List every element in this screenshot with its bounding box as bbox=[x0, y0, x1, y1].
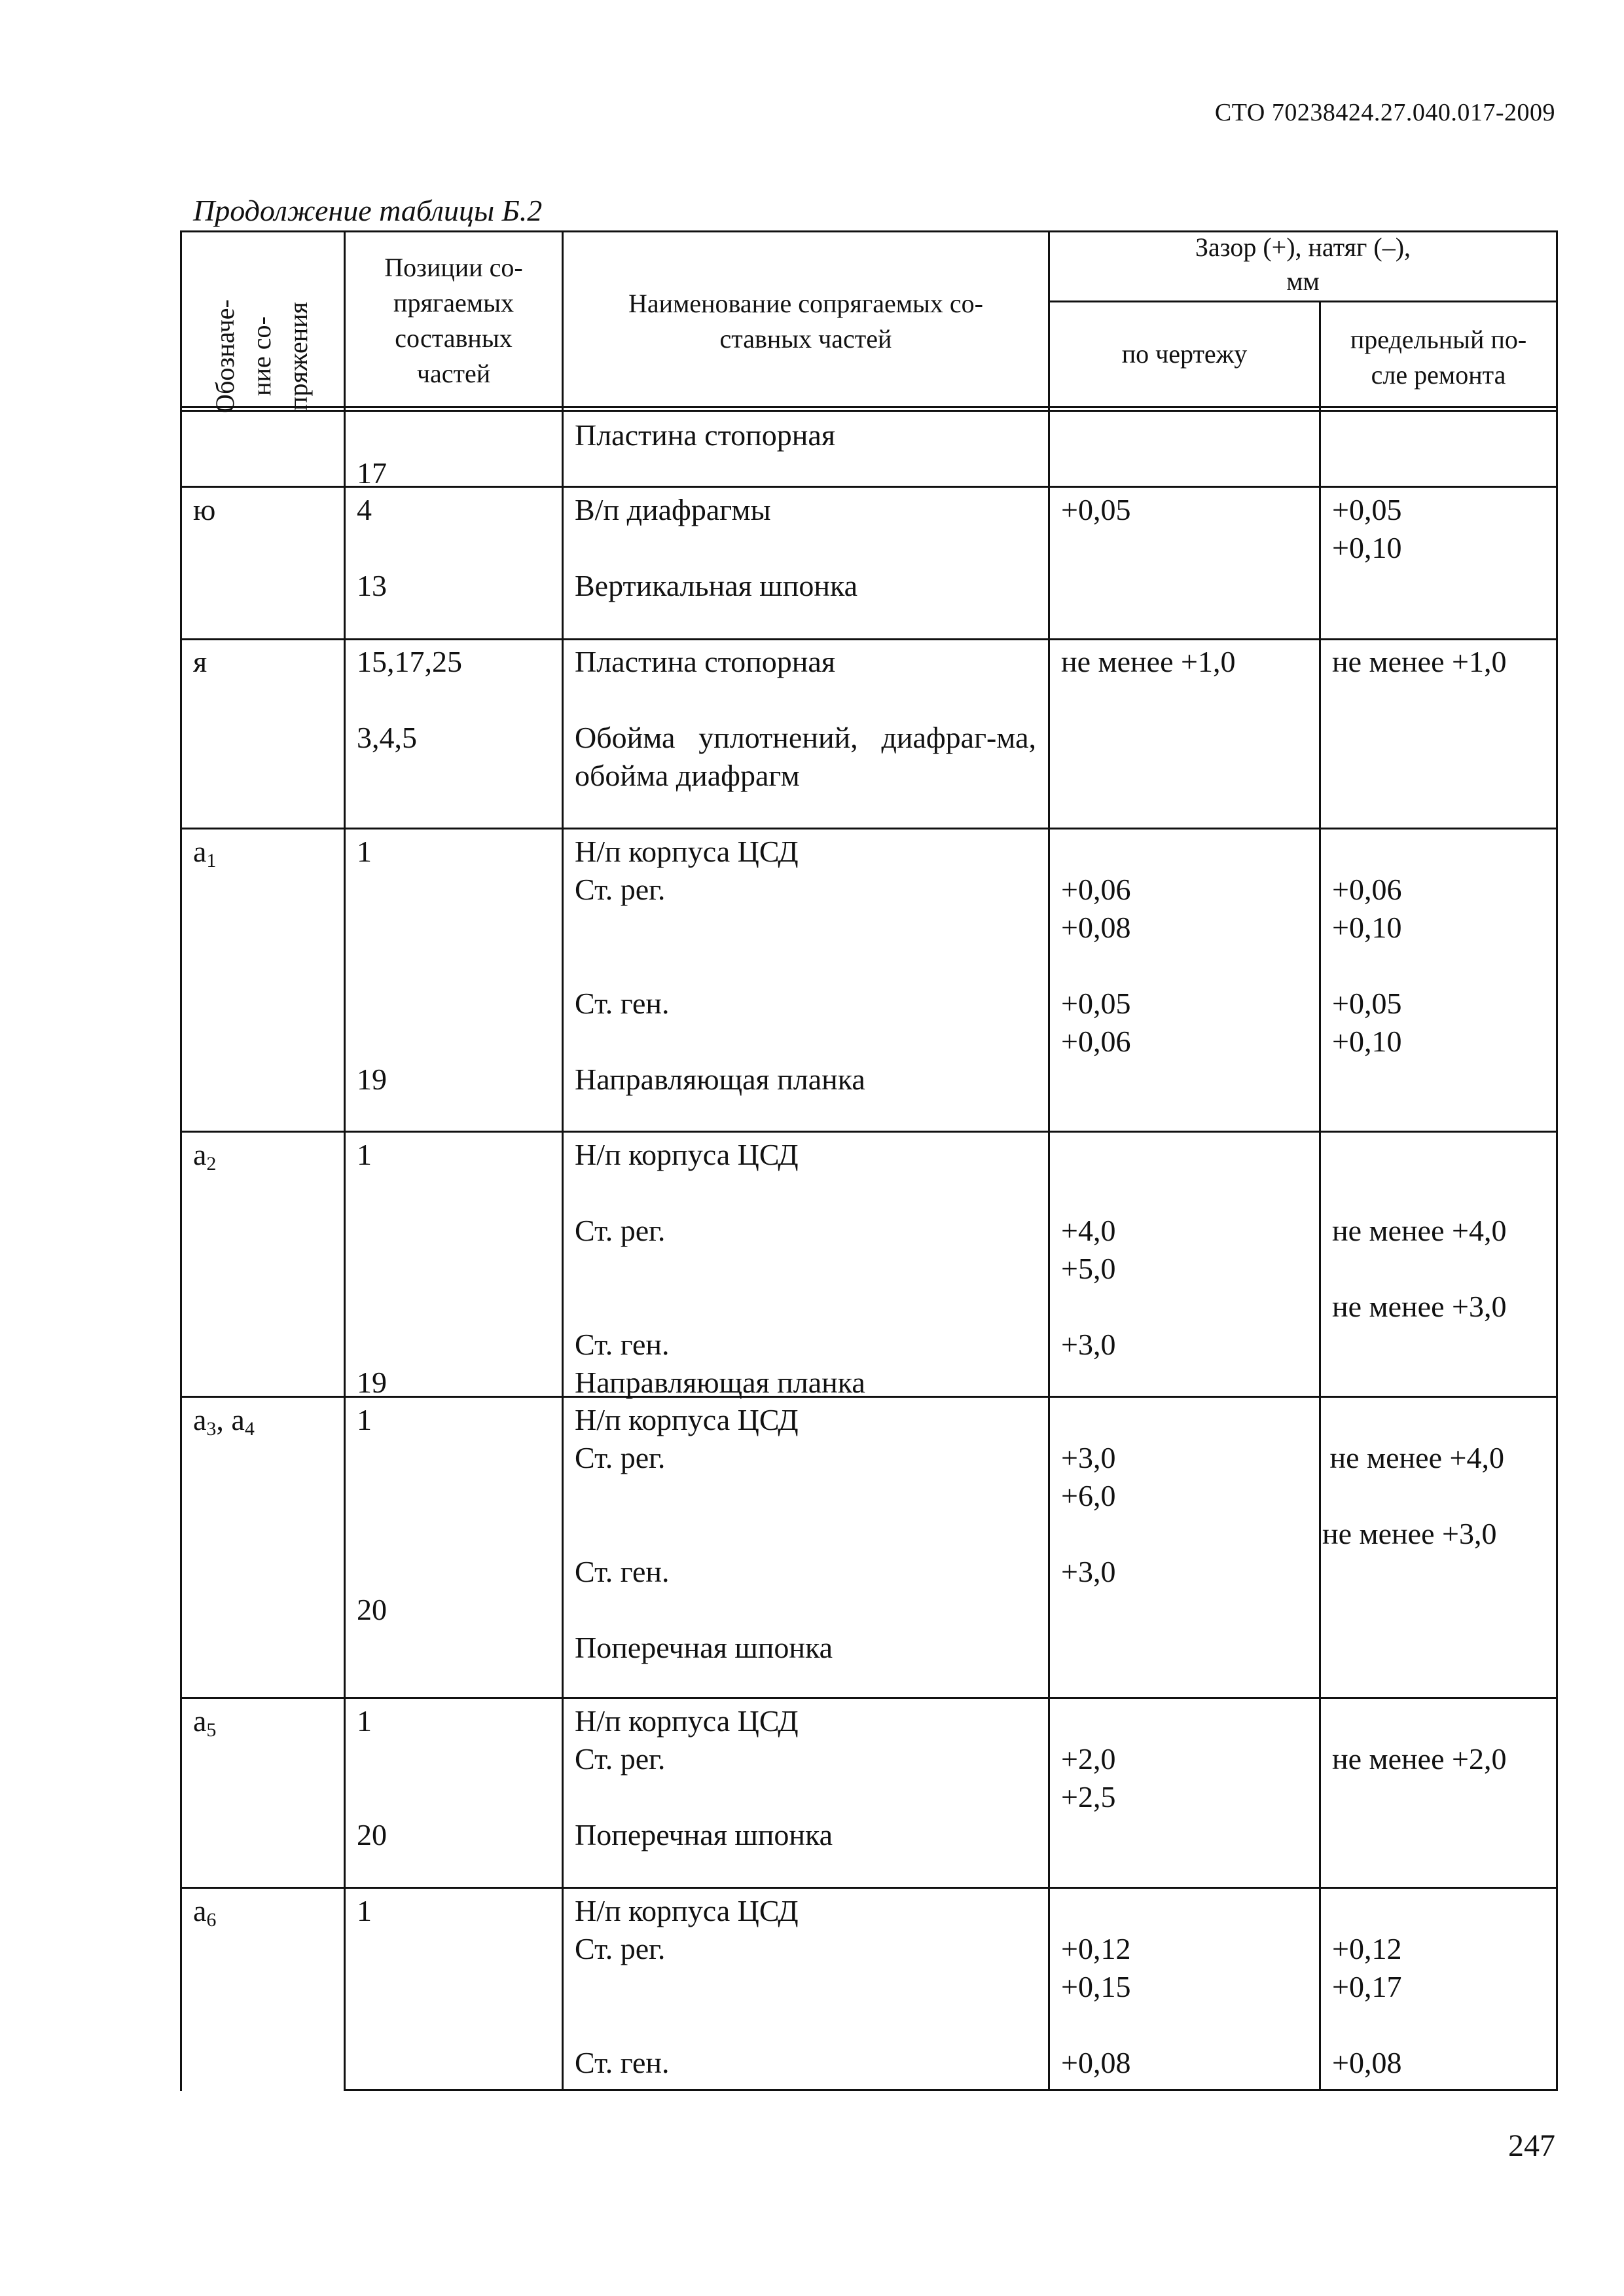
row-4-limit: не менее +4,0 не менее +3,0 bbox=[1332, 1214, 1507, 1323]
row-0-positions: 17 bbox=[357, 456, 387, 490]
header-bottom-line bbox=[180, 406, 1558, 408]
header-gap-group: Зазор (+), натяг (–), мм bbox=[1195, 232, 1411, 296]
row-5-drawing: +3,0 +6,0 +3,0 bbox=[1061, 1441, 1116, 1588]
row-7-positions: 1 bbox=[357, 1894, 372, 1927]
row-5-limit: не менее +4,0 не менее +3,0 bbox=[1322, 1441, 1504, 1550]
row-5-positions: 1 20 bbox=[357, 1403, 387, 1626]
table-bottom-line bbox=[344, 2089, 1558, 2091]
row-2-limit: не менее +1,0 bbox=[1332, 645, 1507, 678]
row-4-designation: $а_2$ bbox=[193, 1138, 217, 1175]
row-2-designation: я bbox=[193, 645, 208, 678]
column-divider bbox=[1048, 230, 1050, 2091]
header-designation: Обозначе- ние со- пряжения bbox=[210, 299, 313, 413]
table-border-left bbox=[180, 230, 182, 2091]
document-code: СТО 70238424.27.040.017-2009 bbox=[1214, 99, 1555, 126]
column-divider bbox=[562, 230, 564, 2091]
row-3-name: Н/п корпуса ЦСД Ст. рег. Ст. ген. Направляющая планка bbox=[575, 835, 865, 1096]
column-divider bbox=[1319, 302, 1321, 2091]
row-6-name: Н/п корпуса ЦСД Ст. рег. Поперечная шпонка bbox=[575, 1704, 833, 1851]
row-1-designation: ю bbox=[193, 493, 216, 526]
row-4-positions: 1 19 bbox=[357, 1138, 387, 1399]
page-number: 247 bbox=[1508, 2128, 1555, 2163]
header-by-drawing: по чертежу bbox=[1121, 339, 1248, 369]
row-divider bbox=[180, 1131, 1558, 1133]
row-3-positions: 1 19 bbox=[357, 835, 387, 1096]
row-7-name: Н/п корпуса ЦСД Ст. рег. Ст. ген. bbox=[575, 1894, 799, 2079]
row-divider bbox=[180, 1697, 1558, 1699]
row-4-drawing: +4,0 +5,0 +3,0 bbox=[1061, 1214, 1116, 1361]
header-name: Наименование сопрягаемых со- ставных частей bbox=[628, 289, 983, 354]
row-6-positions: 1 20 bbox=[357, 1704, 387, 1851]
row-7-designation: $а_6$ bbox=[193, 1894, 217, 1931]
row-5-name: Н/п корпуса ЦСД Ст. рег. Ст. ген. Поперечная шпонка bbox=[575, 1403, 833, 1664]
row-2-positions: 15,17,25 3,4,5 bbox=[357, 645, 462, 754]
header-positions: Позиции со- прягаемых составных частей bbox=[384, 253, 523, 388]
row-2-name-line1: Пластина стопорная bbox=[575, 645, 835, 678]
row-2-name-line2: Обойма уплотнений, диафраг-ма, обойма диафрагм bbox=[575, 721, 1036, 792]
header-bottom-line bbox=[180, 410, 1558, 412]
row-1-name: В/п диафрагмы Вертикальная шпонка bbox=[575, 493, 858, 602]
mating-parts-table bbox=[180, 230, 1558, 2091]
row-7-limit: +0,12 +0,17 +0,08 bbox=[1332, 1932, 1402, 2079]
table-caption: Продолжение таблицы Б.2 bbox=[193, 194, 543, 227]
row-1-positions: 4 13 bbox=[357, 493, 387, 602]
row-3-designation: $а_1$ bbox=[193, 835, 217, 871]
row-4-name: Н/п корпуса ЦСД Ст. рег. Ст. ген. Направляющая планка bbox=[575, 1138, 865, 1399]
row-3-drawing: +0,06 +0,08 +0,05 +0,06 bbox=[1061, 873, 1131, 1058]
row-7-drawing: +0,12 +0,15 +0,08 bbox=[1061, 1932, 1131, 2079]
row-5-designation: $а_3$, $а_4$ bbox=[193, 1403, 255, 1440]
header-subdivider bbox=[1048, 301, 1558, 302]
header-limit-after-repair: предельный по- сле ремонта bbox=[1350, 325, 1527, 390]
row-6-limit: не менее +2,0 bbox=[1332, 1742, 1507, 1776]
table-border-right bbox=[1556, 230, 1558, 2091]
column-divider bbox=[344, 230, 346, 2091]
row-3-limit: +0,06 +0,10 +0,05 +0,10 bbox=[1332, 873, 1402, 1058]
row-divider bbox=[180, 1887, 1558, 1889]
row-6-designation: $а_5$ bbox=[193, 1704, 217, 1741]
row-divider bbox=[180, 828, 1558, 829]
row-1-drawing: +0,05 bbox=[1061, 493, 1131, 526]
row-6-drawing: +2,0 +2,5 bbox=[1061, 1742, 1116, 1813]
row-divider bbox=[180, 638, 1558, 640]
row-0-name: Пластина стопорная bbox=[575, 418, 835, 452]
row-1-limit: +0,05 +0,10 bbox=[1332, 493, 1402, 564]
row-2-drawing: не менее +1,0 bbox=[1061, 645, 1236, 678]
